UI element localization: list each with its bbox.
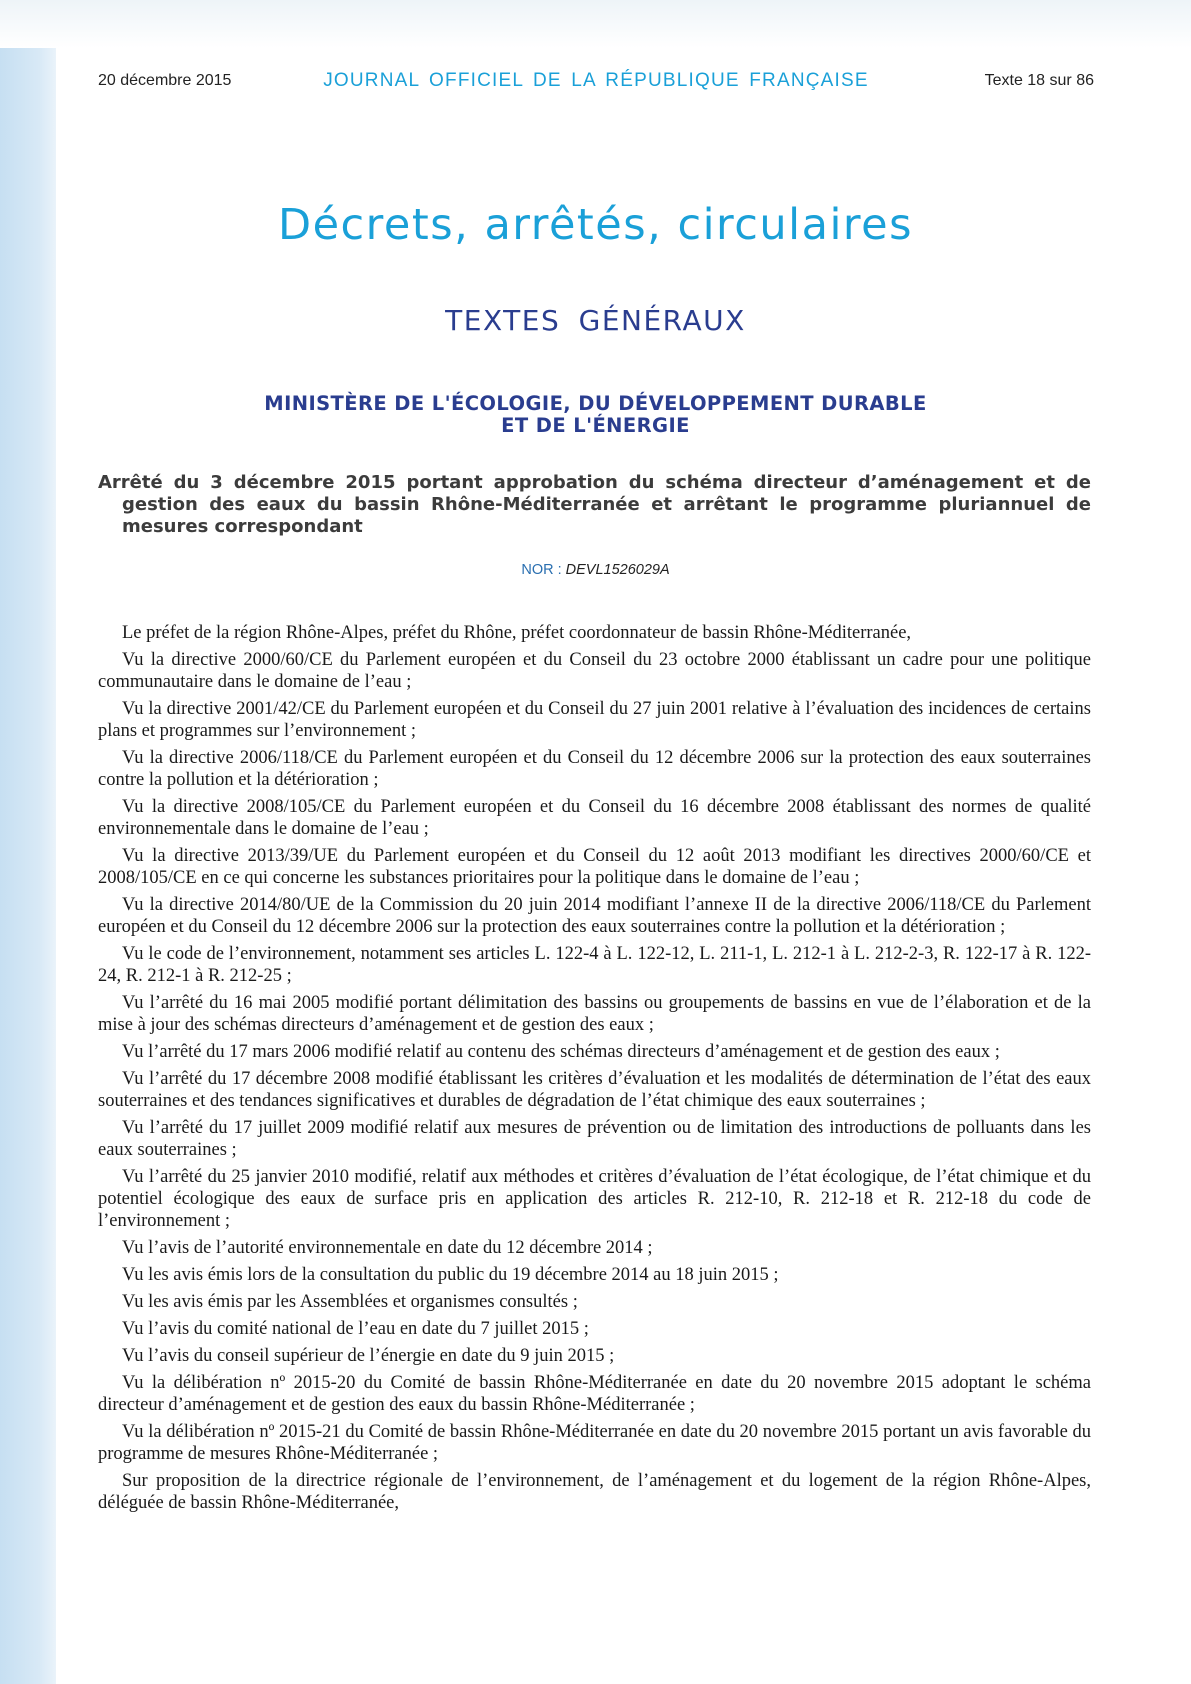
nor-label: NOR : bbox=[521, 562, 562, 578]
ministry-line-2: ET DE L'ÉNERGIE bbox=[501, 414, 690, 437]
paragraph: Vu les avis émis par les Assemblées et organismes consultés ; bbox=[122, 1292, 578, 1312]
header-texte-number: Texte 18 sur 86 bbox=[984, 72, 1094, 89]
paragraph: Vu l’avis de l’autorité environnementale en date du 12 décembre 2014 ; bbox=[122, 1238, 653, 1258]
paragraph: Vu l’arrêté du 16 mai 2005 modifié portant délimitation des bassins ou groupements de bassins en vue de l’élaboration et de la mise à jour des schémas directeurs d’aménagement et de gestion des eaux ; bbox=[98, 993, 1091, 1035]
paragraph: Vu les avis émis lors de la consultation du public du 19 décembre 2014 au 18 juin 2015 ; bbox=[122, 1265, 779, 1285]
paragraph: Vu la directive 2013/39/UE du Parlement européen et du Conseil du 12 août 2013 modifiant les directives 2000/60/CE et 2008/105/CE en ce qui concerne les substances prioritaires pour la politique dans le domaine de l’eau ; bbox=[98, 846, 1091, 888]
ministry-heading bbox=[0, 393, 1191, 437]
paragraph: Vu la délibération nº 2015-20 du Comité de bassin Rhône-Méditerranée en date du 20 novembre 2015 adoptant le schéma directeur d’aménagement et de gestion des eaux du bassin Rhône-Méditerranée ; bbox=[98, 1373, 1091, 1415]
section-title: Décrets, arrêtés, circulaires bbox=[277, 200, 914, 250]
paragraph: Vu la directive 2008/105/CE du Parlement européen et du Conseil du 16 décembre 2008 établissant des normes de qualité environnementale dans le domaine de l’eau ; bbox=[98, 797, 1091, 839]
paragraph: Vu la directive 2001/42/CE du Parlement européen et du Conseil du 27 juin 2001 relative à l’évaluation des incidences de certains plans et programmes sur l’environnement ; bbox=[98, 699, 1091, 741]
paragraph: Vu l’arrêté du 25 janvier 2010 modifié, relatif aux méthodes et critères d’évaluation de l’état écologique, de l’état chimique et du potentiel écologique des eaux de surface pris en application des articles R. 212-10, R. 212-18 et R. 212-18 du code de l’environnement ; bbox=[98, 1167, 1091, 1231]
page-header bbox=[98, 70, 1094, 94]
paragraph: Vu l’avis du comité national de l’eau en date du 7 juillet 2015 ; bbox=[122, 1319, 589, 1339]
nor-code: DEVL1526029A bbox=[565, 562, 670, 578]
arrete-title: Arrêté du 3 décembre 2015 portant approbation du schéma directeur d’aménagement et de gestion des eaux du bassin Rhône-Méditerranée et arrêtant le programme pluriannuel de mesures correspondant bbox=[98, 472, 1091, 537]
page-margin-band bbox=[0, 0, 56, 1684]
ministry-line-1: MINISTÈRE DE L'ÉCOLOGIE, DU DÉVELOPPEMENT DURABLE bbox=[264, 392, 927, 415]
paragraph: Vu l’arrêté du 17 mars 2006 modifié relatif au contenu des schémas directeurs d’aménagement et de gestion des eaux ; bbox=[122, 1042, 1000, 1062]
paragraph: Vu la directive 2000/60/CE du Parlement européen et du Conseil du 23 octobre 2000 établissant un cadre pour une politique communautaire dans le domaine de l’eau ; bbox=[98, 650, 1091, 692]
paragraph: Vu l’avis du conseil supérieur de l’énergie en date du 9 juin 2015 ; bbox=[122, 1346, 615, 1366]
nor-reference bbox=[0, 562, 1191, 578]
top-band bbox=[0, 0, 1191, 48]
paragraph: Vu la directive 2006/118/CE du Parlement européen et du Conseil du 12 décembre 2006 sur la protection des eaux souterraines contre la pollution et la détérioration ; bbox=[98, 748, 1091, 790]
paragraph: Vu l’arrêté du 17 juillet 2009 modifié relatif aux mesures de prévention ou de limitation des introductions de polluants dans les eaux souterraines ; bbox=[98, 1118, 1091, 1160]
document-body bbox=[98, 622, 1091, 1519]
paragraph: Le préfet de la région Rhône-Alpes, préfet du Rhône, préfet coordonnateur de bassin Rhône-Méditerranée, bbox=[122, 623, 912, 643]
paragraph: Vu le code de l’environnement, notamment ses articles L. 122-4 à L. 122-12, L. 211-1, L. 212-1 à L. 212-2-3, R. 122-17 à R. 122-24, R. 212-1 à R. 212-25 ; bbox=[98, 944, 1091, 986]
header-journal-title: JOURNAL OFFICIEL DE LA RÉPUBLIQUE FRANÇAISE bbox=[323, 70, 869, 91]
paragraph: Vu la délibération nº 2015-21 du Comité de bassin Rhône-Méditerranée en date du 20 novembre 2015 portant un avis favorable du programme de mesures Rhône-Méditerranée ; bbox=[98, 1422, 1091, 1464]
paragraph: Sur proposition de la directrice régionale de l’environnement, de l’aménagement et du logement de la région Rhône-Alpes, déléguée de bassin Rhône-Méditerranée, bbox=[98, 1471, 1091, 1513]
paragraph: Vu la directive 2014/80/UE de la Commission du 20 juin 2014 modifiant l’annexe II de la directive 2006/118/CE du Parlement européen et du Conseil du 12 décembre 2006 sur la protection des eaux souterraines contre la pollution et la détérioration ; bbox=[98, 895, 1091, 937]
subsection-title: TEXTES GÉNÉRAUX bbox=[445, 304, 746, 337]
header-date: 20 décembre 2015 bbox=[98, 72, 232, 89]
paragraph: Vu l’arrêté du 17 décembre 2008 modifié établissant les critères d’évaluation et les modalités de détermination de l’état des eaux souterraines et des tendances significatives et durables de dégradation de l’état chimique des eaux souterraines ; bbox=[98, 1069, 1091, 1111]
